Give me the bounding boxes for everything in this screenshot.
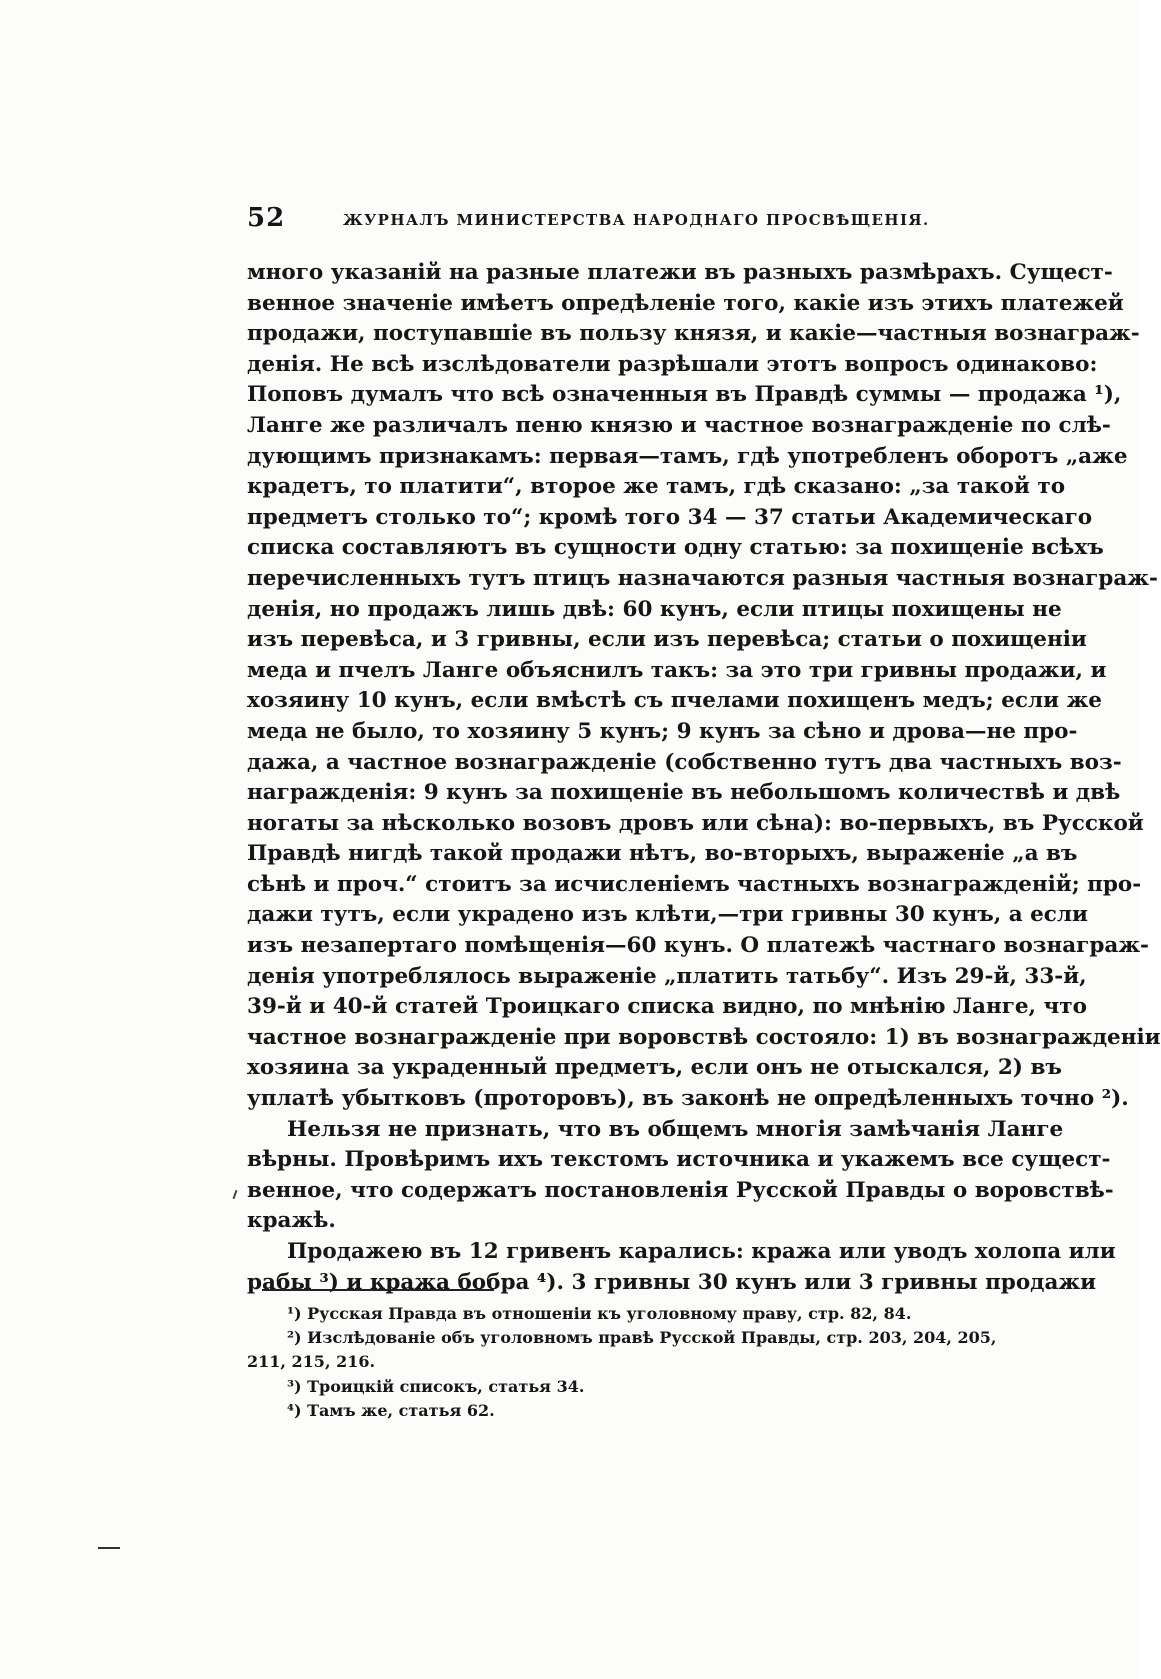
- text-line: Продажею въ 12 гривенъ карались: кража или уводъ холопа или: [287, 1239, 1116, 1264]
- text-line: списка составляютъ въ сущности одну статью: за похищеніе всѣхъ: [247, 535, 1104, 561]
- body-text: [247, 258, 1161, 1298]
- footnote-3: ³) Троицкій списокъ, статья 34.: [287, 1376, 585, 1396]
- text-line: изъ незапертаго помѣщенія—60 кунъ. О платежѣ частнаго вознаграж-: [247, 933, 1149, 959]
- text-line: 39-й и 40-й статей Троицкаго списка видно, по мнѣнію Ланге, что: [247, 994, 1087, 1020]
- text-line: дажа, а частное вознагражденіе (собственно тутъ два частныхъ воз-: [247, 749, 1122, 775]
- text-line: предметъ столько то“; кромѣ того 34 — 37 статьи Академическаго: [247, 504, 1093, 530]
- text-line: частное вознагражденіе при воровствѣ состояло: 1) въ вознагражденіи: [247, 1024, 1161, 1050]
- text-line: уплатѣ убытковъ (проторовъ), въ законѣ не опредѣленныхъ точно ²).: [247, 1086, 1129, 1112]
- text-line: денія употреблялось выраженіе „платить татьбу“. Изъ 29-й, 33-й,: [247, 963, 1087, 989]
- text-line: кражѣ.: [247, 1208, 336, 1234]
- text-line: перечисленныхъ тутъ птицъ назначаются разныя частныя вознаграж-: [247, 565, 1158, 591]
- page-header: [247, 203, 995, 235]
- text-line: сѣнѣ и проч.“ стоитъ за исчисленіемъ частныхъ вознагражденій; про-: [247, 871, 1142, 897]
- text-line: изъ перевѣса, и 3 гривны, если изъ перевѣса; статьи о похищеніи: [247, 627, 1087, 653]
- footnote-2: ²) Изслѣдованіе объ уголовномъ правѣ Русской Правды, стр. 203, 204, 205,: [287, 1328, 997, 1348]
- running-title: ЖУРНАЛЪ МИНИСТЕРСТВА НАРОДНАГО ПРОСВѢЩЕНІЯ.: [343, 211, 930, 229]
- text-line: Ланге же различалъ пеню князю и частное вознагражденіе по слѣ-: [247, 412, 1111, 438]
- text-line: венное, что содержатъ постановленія Русской Правды о воровствѣ-: [247, 1177, 1114, 1203]
- text-line: продажи, поступавшіе въ пользу князя, и какіе—частныя вознаграж-: [247, 321, 1140, 347]
- text-line: Нельзя не признать, что въ общемъ многія замѣчанія Ланге: [287, 1116, 1064, 1142]
- text-line: Правдѣ нигдѣ такой продажи нѣтъ, во-вторыхъ, выраженіе „а въ: [247, 841, 1078, 867]
- text-line: меда и пчелъ Ланге объяснилъ такъ: за это три гривны продажи, и: [247, 657, 1107, 683]
- text-line: меда не было, то хозяину 5 кунъ; 9 кунъ за сѣно и дрова—не про-: [247, 718, 1078, 744]
- text-line: ногаты за нѣсколько возовъ дровъ или сѣна): во-первыхъ, въ Русской: [247, 810, 1144, 836]
- text-line: хозяину 10 кунъ, если вмѣстѣ съ пчелами похищенъ медъ; если же: [247, 688, 1102, 714]
- footnote-1: ¹) Русская Правда въ отношеніи къ уголовному праву, стр. 82, 84.: [287, 1304, 912, 1323]
- text-line: денія. Не всѣ изслѣдователи разрѣшали этотъ вопросъ одинаково:: [247, 351, 1098, 377]
- text-line: венное значеніе имѣетъ опредѣленіе того, какіе изъ этихъ платежей: [247, 290, 1124, 316]
- footnote-divider: [262, 1289, 494, 1291]
- scan-artifact-dash: [98, 1547, 120, 1549]
- text-line: хозяина за украденный предметъ, если онъ не отыскался, 2) въ: [247, 1055, 1062, 1081]
- text-line: крадетъ, то платити“, второе же тамъ, гдѣ сказано: „за такой то: [247, 474, 1066, 500]
- text-line: Поповъ думалъ что всѣ означенныя въ Правдѣ суммы — продажа ¹),: [247, 382, 1122, 408]
- text-line: много указаній на разные платежи въ разныхъ размѣрахъ. Сущест-: [247, 260, 1113, 285]
- text-line: рабы ³) и кража бобра ⁴). 3 гривны 30 кунъ или 3 гривны продажи: [247, 1269, 1097, 1295]
- text-line: денія, но продажъ лишь двѣ: 60 кунъ, если птицы похищены не: [247, 596, 1062, 622]
- footnote-2-continued: 211, 215, 216.: [247, 1352, 376, 1372]
- margin-tick-mark: [233, 1190, 238, 1199]
- text-line: вѣрны. Провѣримъ ихъ текстомъ источника и укажемъ все сущест-: [247, 1147, 1111, 1173]
- footnote-4: ⁴) Тамъ же, статья 62.: [287, 1400, 495, 1420]
- text-line: дажи тутъ, если украдено изъ клѣти,—три гривны 30 кунъ, а если: [247, 902, 1088, 928]
- text-line: дующимъ признакамъ: первая—тамъ, гдѣ употребленъ оборотъ „аже: [247, 443, 1128, 469]
- footnotes: [247, 1302, 995, 1423]
- text-line: награжденія: 9 кунъ за похищеніе въ небольшомъ количествѣ и двѣ: [247, 780, 1121, 806]
- page-number: 52: [247, 203, 286, 233]
